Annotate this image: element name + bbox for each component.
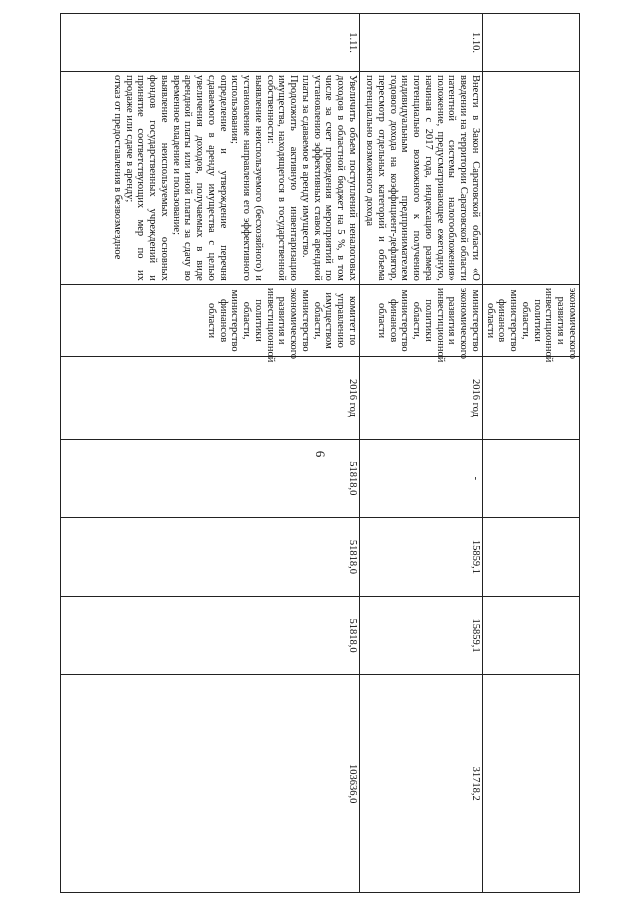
row-period: 2016 год [360,356,483,438]
row-period: 2016 год [61,356,360,438]
table-row [360,13,483,892]
row-value-3: 15859,1 [360,596,483,675]
cell-value-2 [483,517,580,596]
cell-description [483,71,580,284]
row-value-3: 51818,0 [61,596,360,675]
cell-period [483,356,580,438]
row-number: 1.11. [61,13,360,71]
description-paragraph: определение и утверждение перечня сдаваемого в аренду имущества с целью увеличения доходов, получаемых в виде арендной платы или иной платы за сдачу во временное владение и пользование; [170,74,229,281]
row-total: 103636,0 [61,674,360,892]
row-value-2: 51818,0 [61,517,360,596]
row-total: 31718,2 [360,674,483,892]
row-value-1: - [360,439,483,518]
cell-value-4 [483,674,580,892]
row-description [61,71,360,284]
cell-value-1 [483,439,580,518]
description-paragraph: выявление неиспользуемых основных фондов государственных учреждений и принятие соответствующих мер по их продаже или сдаче в аренду; [123,74,170,281]
description-paragraph: Продолжить активную инвентаризацию имущества, находящегося в государственной собственности: [264,74,300,281]
row-number: 1.10. [360,13,483,71]
cell-value-3 [483,596,580,675]
description-paragraph: Внести в Закон Саратовской области «О введении на территории Саратовской области патентной системы налогообложения» положение, предусматривающее ежегодную, начиная с 2017 года, индексацию размера потенциально возможного к получению индивидуальным предпринимателем годового дохода на коэффициент-дефлятор, пересмотр отдельных категорий и объема потенциально возможного дохода [364,74,481,281]
table-row-continuation [483,13,580,892]
row-value-2: 15859,1 [360,517,483,596]
row-description [360,71,483,284]
description-paragraph: выявление неиспользуемого (бесхозяйного) и установление направления его эффективного использования; [229,74,264,281]
description-paragraph: Увеличить объем поступлений неналоговых доходов в областной бюджет на 5 %, в том числе за счет проведения мероприятий по установлению эффективных ставок арендной платы за сдаваемое в аренду имущество. [300,74,358,281]
measures-table [60,13,580,893]
row-value-1: 51818,0 [61,439,360,518]
description-paragraph: отказ от предоставления в безвозмездное [112,74,123,259]
table-row [61,13,360,892]
cell-responsible: экономического развития и инвестиционной политики области, министерство финансов области [483,284,580,357]
cell-number [483,13,580,71]
rotated-table-container [60,13,580,893]
row-responsible: комитет по управлению имуществом области, министерство экономического развития и инвестиционной политики области, министерство финансов области [61,284,360,357]
row-responsible: министерство экономического развития и инвестиционной политики области, министерство финансов области [360,284,483,357]
page-number: 6 [313,450,328,458]
